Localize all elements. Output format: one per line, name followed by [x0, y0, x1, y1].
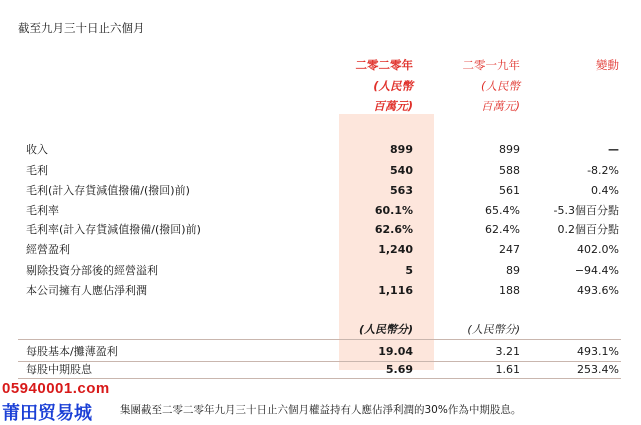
- row-prior-value: 247: [499, 243, 520, 256]
- row-change-value: −94.4%: [574, 264, 619, 277]
- current-unit-line2: 百萬元): [373, 99, 413, 113]
- row-current-value: 5: [405, 264, 413, 277]
- row-prior-value: 899: [499, 143, 520, 156]
- per-share-prior-unit: (人民幣分): [467, 323, 520, 336]
- interim-dividend-footnote: 集團截至二零二零年九月三十日止六個月權益持有人應佔淨利潤的30%作為中期股息。: [120, 404, 522, 416]
- row-prior-value: 588: [499, 164, 520, 177]
- row-prior-value: 89: [506, 264, 520, 277]
- row-label: 每股中期股息: [26, 363, 92, 376]
- row-current-value: 1,240: [378, 243, 413, 256]
- per-share-current-unit: (人民幣分): [358, 323, 413, 336]
- row-prior-value: 65.4%: [485, 204, 520, 217]
- row-prior-value: 188: [499, 284, 520, 297]
- row-change-value: -5.3個百分點: [553, 204, 619, 217]
- row-change-value: 402.0%: [577, 243, 619, 256]
- row-label: 每股基本/攤薄盈利: [26, 345, 118, 358]
- row-prior-value: 561: [499, 184, 520, 197]
- row-current-value: 5.69: [385, 363, 413, 376]
- row-current-value: 19.04: [378, 345, 413, 358]
- row-label: 毛利: [26, 164, 48, 177]
- current-year-header: 二零二零年: [355, 58, 413, 72]
- row-change-value: 253.4%: [577, 363, 619, 376]
- row-label: 毛利(計入存貨減值撥備/(撥回)前): [26, 184, 190, 197]
- prior-unit-line2: 百萬元): [481, 99, 520, 113]
- row-label: 毛利率: [26, 204, 59, 217]
- row-label: 剔除投資分部後的經營溢利: [26, 264, 158, 277]
- row-prior-value: 3.21: [495, 345, 520, 358]
- row-prior-value: 1.61: [495, 363, 520, 376]
- period-title: 截至九月三十日止六個月: [18, 21, 145, 35]
- change-header: 變動: [596, 58, 619, 72]
- row-change-value: 0.4%: [591, 184, 619, 197]
- table-bottom-divider: [18, 378, 621, 379]
- row-current-value: 899: [390, 143, 413, 156]
- row-current-value: 1,116: [378, 284, 413, 297]
- row-change-value: —: [608, 143, 619, 156]
- row-change-value: 493.1%: [577, 345, 619, 358]
- row-label: 本公司擁有人應佔淨利潤: [26, 284, 147, 297]
- row-current-value: 563: [390, 184, 413, 197]
- row-change-value: 0.2個百分點: [557, 223, 619, 236]
- row-current-value: 62.6%: [374, 223, 413, 236]
- row-label: 收入: [26, 143, 48, 156]
- row-prior-value: 62.4%: [485, 223, 520, 236]
- row-label: 經營盈利: [26, 243, 70, 256]
- watermark-logo-text: 莆田贸易城: [2, 403, 92, 424]
- current-unit-line1: (人民幣: [373, 79, 413, 93]
- row-change-value: 493.6%: [577, 284, 619, 297]
- prior-year-header: 二零一九年: [462, 58, 520, 72]
- watermark-url: 05940001.com: [2, 380, 110, 397]
- row-label: 毛利率(計入存貨減值撥備/(撥回)前): [26, 223, 201, 236]
- per-share-divider: [18, 339, 621, 340]
- prior-unit-line1: (人民幣: [481, 79, 520, 93]
- row-change-value: -8.2%: [587, 164, 619, 177]
- row-divider: [18, 361, 621, 362]
- row-current-value: 540: [390, 164, 413, 177]
- row-current-value: 60.1%: [374, 204, 413, 217]
